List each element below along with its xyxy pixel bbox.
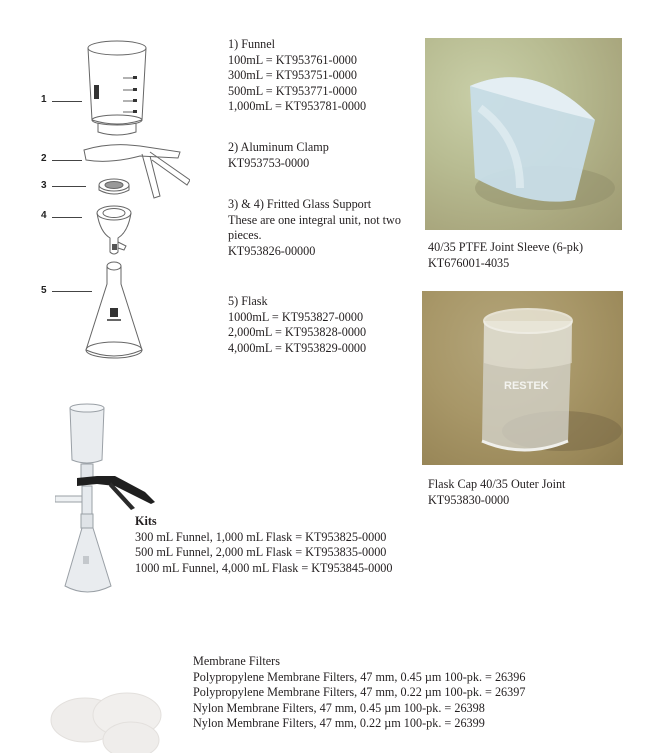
flask-part-2000ml: 2,000mL = KT953828-0000 xyxy=(228,325,367,340)
flask-cap-photo xyxy=(422,291,623,465)
ptfe-sleeve-part: KT676001-4035 xyxy=(428,255,510,270)
funnel-part-100ml: 100mL = KT953761-0000 xyxy=(228,52,357,67)
clamp-section xyxy=(228,140,329,171)
ptfe-sleeve-caption xyxy=(428,240,583,271)
flask-section xyxy=(228,294,366,356)
clamp-part: KT953753-0000 xyxy=(228,155,310,170)
clamp-title: 2) Aluminum Clamp xyxy=(228,140,329,154)
funnel-part-500ml: 500mL = KT953771-0000 xyxy=(228,83,357,98)
restek-label: RESTEK xyxy=(504,380,549,392)
callout-3: 3 xyxy=(41,180,47,191)
flask-title: 5) Flask xyxy=(228,294,268,308)
funnel-drawing-icon xyxy=(88,41,146,135)
funnel-part-1000ml: 1,000mL = KT953781-0000 xyxy=(228,99,367,114)
support-note: These are one integral unit, not two pieces. xyxy=(228,212,401,243)
ptfe-sleeve-photo xyxy=(425,38,622,230)
flask-drawing-icon xyxy=(86,262,142,358)
ptfe-sleeve-name: 40/35 PTFE Joint Sleeve (6-pk) xyxy=(428,240,584,254)
exploded-diagram xyxy=(30,30,190,370)
membrane-filters-photo xyxy=(45,680,175,753)
kit-500ml: 500 mL Funnel, 2,000 mL Flask = KT953835-0000 xyxy=(135,545,387,560)
flask-cap-part: KT953830-0000 xyxy=(428,492,510,507)
flask-part-1000ml: 1000mL = KT953827-0000 xyxy=(228,309,364,324)
callout-1: 1 xyxy=(41,94,47,105)
funnel-title: 1) Funnel xyxy=(228,37,276,51)
kits-section xyxy=(135,514,393,576)
callout-4: 4 xyxy=(41,210,47,221)
membrane-filters-title: Membrane Filters xyxy=(193,654,280,668)
flask-cap-caption xyxy=(428,477,565,508)
gasket-drawing-icon xyxy=(99,179,129,194)
flask-cap-name: Flask Cap 40/35 Outer Joint xyxy=(428,477,566,491)
flask-part-4000ml: 4,000mL = KT953829-0000 xyxy=(228,340,367,355)
membrane-nylon-022: Nylon Membrane Filters, 47 mm, 0.22 µm 100-pk. = 26399 xyxy=(193,716,485,731)
membrane-filters-section xyxy=(193,654,525,732)
support-section xyxy=(228,197,418,259)
support-part: KT953826-00000 xyxy=(228,243,316,258)
kit-300ml: 300 mL Funnel, 1,000 mL Flask = KT953825-0000 xyxy=(135,529,387,544)
support-title: 3) & 4) Fritted Glass Support xyxy=(228,197,372,211)
callout-2: 2 xyxy=(41,153,47,164)
funnel-part-300ml: 300mL = KT953751-0000 xyxy=(228,68,357,83)
membrane-nylon-045: Nylon Membrane Filters, 47 mm, 0.45 µm 100-pk. = 26398 xyxy=(193,700,485,715)
callout-5: 5 xyxy=(41,285,47,296)
membrane-pp-045: Polypropylene Membrane Filters, 47 mm, 0.45 µm 100-pk. = 26396 xyxy=(193,669,526,684)
kits-title: Kits xyxy=(135,514,157,528)
membrane-pp-022: Polypropylene Membrane Filters, 47 mm, 0.22 µm 100-pk. = 26397 xyxy=(193,685,526,700)
kit-1000ml: 1000 mL Funnel, 4,000 mL Flask = KT953845-0000 xyxy=(135,560,393,575)
fritted-support-drawing-icon xyxy=(97,206,131,254)
funnel-section xyxy=(228,37,366,115)
